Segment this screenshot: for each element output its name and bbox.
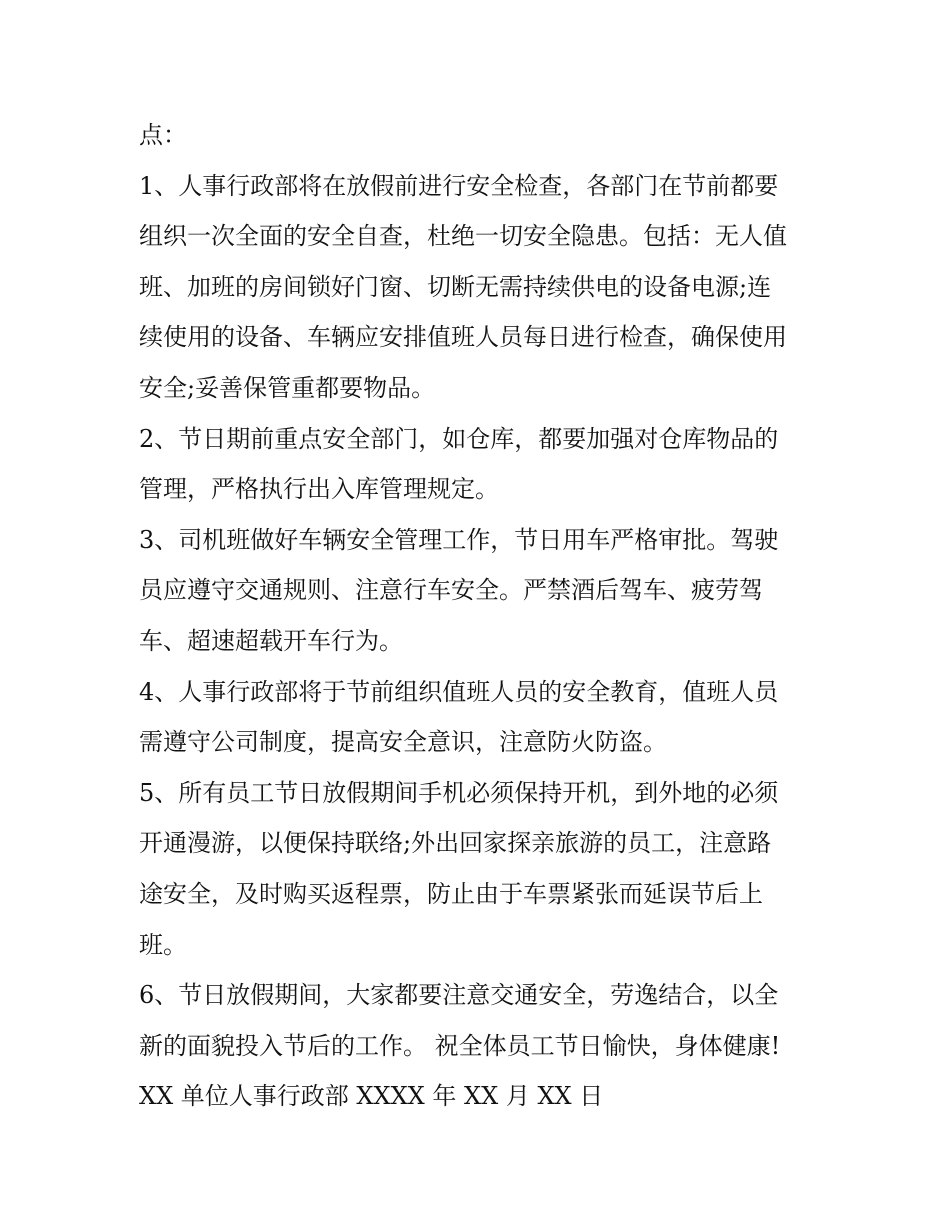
text-line: 员应遵守交通规则、注意行车安全。严禁酒后驾车、疲劳驾 <box>139 576 763 605</box>
text-line: 5、所有员工节日放假期间手机必须保持开机，到外地的必须 <box>139 778 779 807</box>
text-line: 4、人事行政部将于节前组织值班人员的安全教育，值班人员 <box>139 677 779 706</box>
text-line: 组织一次全面的安全自查，杜绝一切安全隐患。包括：无人值 <box>139 222 787 251</box>
text-line: 6、节日放假期间，大家都要注意交通安全，劳逸结合，以全 <box>139 981 779 1010</box>
text-line: 新的面貌投入节后的工作。 祝全体员工节日愉快，身体健康! <box>139 1031 781 1060</box>
text-line: 管理，严格执行出入库管理规定。 <box>139 475 499 504</box>
document-body <box>139 110 819 1122</box>
text-line: 续使用的设备、车辆应安排值班人员每日进行检查，确保使用 <box>139 323 787 352</box>
signature-line: XX 单位人事行政部 XXXX 年 XX 月 XX 日 <box>139 1082 604 1111</box>
text-line: 车、超速超载开车行为。 <box>139 626 403 655</box>
text-line: 班、加班的房间锁好门窗、切断无需持续供电的设备电源;连 <box>139 272 772 301</box>
text-line: 点： <box>139 121 187 149</box>
text-line: 3、司机班做好车辆安全管理工作，节日用车严格审批。驾驶 <box>139 525 779 554</box>
text-line: 1、人事行政部将在放假前进行安全检查，各部门在节前都要 <box>139 171 779 200</box>
text-line: 途安全，及时购买返程票，防止由于车票紧张而延误节后上 <box>139 879 763 908</box>
text-line: 2、节日期前重点安全部门，如仓库，都要加强对仓库物品的 <box>139 424 779 453</box>
text-line: 需遵守公司制度，提高安全意识，注意防火防盗。 <box>139 728 667 757</box>
text-line: 班。 <box>139 930 187 959</box>
text-line: 安全;妥善保管重都要物品。 <box>139 373 436 402</box>
text-line: 开通漫游，以便保持联络;外出回家探亲旅游的员工，注意路 <box>139 829 772 858</box>
